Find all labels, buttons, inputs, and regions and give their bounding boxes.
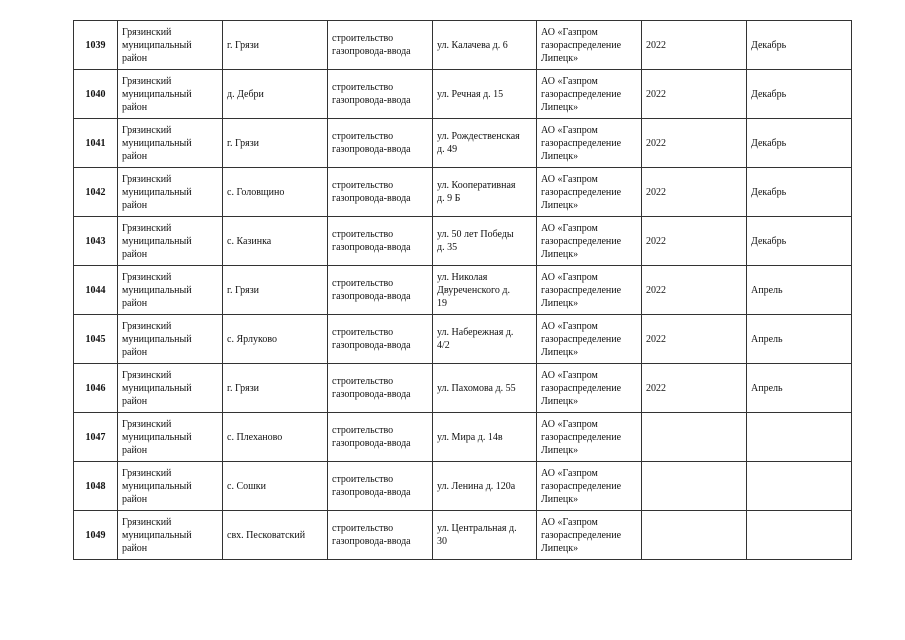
address-cell-text: ул. Мира д. 14в bbox=[437, 431, 503, 443]
locality-cell bbox=[223, 413, 328, 462]
year-cell bbox=[642, 462, 747, 511]
table-row bbox=[74, 217, 852, 266]
organization-cell bbox=[537, 462, 642, 511]
table-row bbox=[74, 168, 852, 217]
district-cell bbox=[118, 413, 223, 462]
work-type-cell-text: строительство газопровода-ввода bbox=[332, 425, 411, 449]
month-cell-text: Декабрь bbox=[751, 137, 787, 149]
year-cell bbox=[642, 315, 747, 364]
locality-cell bbox=[223, 266, 328, 315]
month-cell-text: Декабрь bbox=[751, 88, 787, 100]
district-cell-text: Грязинский муниципальный район bbox=[122, 320, 192, 358]
district-cell-text: Грязинский муниципальный район bbox=[122, 222, 192, 260]
district-cell-text: Грязинский муниципальный район bbox=[122, 369, 192, 407]
month-cell bbox=[747, 70, 852, 119]
district-cell-text: Грязинский муниципальный район bbox=[122, 173, 192, 211]
table-row bbox=[74, 266, 852, 315]
row-number bbox=[74, 364, 118, 413]
work-type-cell bbox=[328, 413, 433, 462]
organization-cell bbox=[537, 315, 642, 364]
locality-cell-text: свх. Песковатский bbox=[227, 529, 306, 541]
district-cell-text: Грязинский муниципальный район bbox=[122, 467, 192, 505]
table-row bbox=[74, 119, 852, 168]
address-cell-text: ул. Рождественская д. 49 bbox=[437, 131, 520, 155]
month-cell bbox=[747, 511, 852, 560]
row-number bbox=[74, 266, 118, 315]
organization-cell-text: АО «Газпром газораспределение Липецк» bbox=[541, 222, 622, 260]
locality-cell-text: г. Грязи bbox=[227, 137, 260, 149]
locality-cell bbox=[223, 364, 328, 413]
table-row bbox=[74, 413, 852, 462]
month-cell bbox=[747, 21, 852, 70]
organization-cell bbox=[537, 168, 642, 217]
locality-cell-text: с. Сошки bbox=[227, 480, 267, 492]
work-type-cell bbox=[328, 511, 433, 560]
month-cell bbox=[747, 364, 852, 413]
address-cell bbox=[433, 21, 537, 70]
work-type-cell-text: строительство газопровода-ввода bbox=[332, 131, 411, 155]
locality-cell bbox=[223, 119, 328, 168]
row-number-text: 1045 bbox=[85, 333, 106, 345]
row-number-text: 1049 bbox=[85, 529, 106, 541]
work-type-cell-text: строительство газопровода-ввода bbox=[332, 376, 411, 400]
month-cell-text: Апрель bbox=[751, 284, 783, 296]
organization-cell bbox=[537, 266, 642, 315]
year-cell bbox=[642, 119, 747, 168]
month-cell bbox=[747, 119, 852, 168]
year-cell-text: 2022 bbox=[646, 284, 666, 296]
row-number bbox=[74, 511, 118, 560]
district-cell-text: Грязинский муниципальный район bbox=[122, 124, 192, 162]
work-type-cell-text: строительство газопровода-ввода bbox=[332, 82, 411, 106]
gasification-table bbox=[73, 20, 852, 560]
month-cell bbox=[747, 462, 852, 511]
year-cell bbox=[642, 21, 747, 70]
address-cell bbox=[433, 70, 537, 119]
locality-cell bbox=[223, 315, 328, 364]
work-type-cell bbox=[328, 21, 433, 70]
work-type-cell bbox=[328, 364, 433, 413]
table-row bbox=[74, 70, 852, 119]
work-type-cell bbox=[328, 70, 433, 119]
locality-cell-text: с. Казинка bbox=[227, 235, 272, 247]
locality-cell-text: с. Ярлуково bbox=[227, 333, 277, 345]
month-cell-text: Декабрь bbox=[751, 235, 787, 247]
district-cell bbox=[118, 511, 223, 560]
address-cell bbox=[433, 266, 537, 315]
row-number-text: 1043 bbox=[85, 235, 106, 247]
organization-cell-text: АО «Газпром газораспределение Липецк» bbox=[541, 124, 622, 162]
organization-cell bbox=[537, 119, 642, 168]
work-type-cell-text: строительство газопровода-ввода bbox=[332, 327, 411, 351]
table-body bbox=[74, 21, 852, 560]
work-type-cell bbox=[328, 315, 433, 364]
table-row bbox=[74, 462, 852, 511]
address-cell-text: ул. Речная д. 15 bbox=[437, 88, 504, 100]
district-cell-text: Грязинский муниципальный район bbox=[122, 26, 192, 64]
table-row bbox=[74, 21, 852, 70]
row-number bbox=[74, 168, 118, 217]
district-cell bbox=[118, 168, 223, 217]
year-cell bbox=[642, 364, 747, 413]
address-cell-text: ул. Ленина д. 120а bbox=[437, 480, 516, 492]
year-cell-text: 2022 bbox=[646, 333, 666, 345]
work-type-cell-text: строительство газопровода-ввода bbox=[332, 523, 411, 547]
district-cell bbox=[118, 21, 223, 70]
year-cell bbox=[642, 511, 747, 560]
month-cell bbox=[747, 413, 852, 462]
address-cell-text: ул. Центральная д. 30 bbox=[437, 523, 517, 547]
locality-cell bbox=[223, 70, 328, 119]
work-type-cell-text: строительство газопровода-ввода bbox=[332, 474, 411, 498]
locality-cell bbox=[223, 217, 328, 266]
month-cell-text: Апрель bbox=[751, 382, 783, 394]
year-cell bbox=[642, 266, 747, 315]
month-cell bbox=[747, 168, 852, 217]
work-type-cell bbox=[328, 168, 433, 217]
row-number-text: 1047 bbox=[85, 431, 106, 443]
organization-cell bbox=[537, 21, 642, 70]
year-cell-text: 2022 bbox=[646, 382, 666, 394]
month-cell-text: Декабрь bbox=[751, 186, 787, 198]
table-row bbox=[74, 315, 852, 364]
locality-cell-text: с. Головщино bbox=[227, 186, 285, 198]
organization-cell-text: АО «Газпром газораспределение Липецк» bbox=[541, 467, 622, 505]
organization-cell bbox=[537, 70, 642, 119]
district-cell bbox=[118, 364, 223, 413]
year-cell-text: 2022 bbox=[646, 137, 666, 149]
district-cell-text: Грязинский муниципальный район bbox=[122, 418, 192, 456]
locality-cell bbox=[223, 168, 328, 217]
row-number-text: 1042 bbox=[85, 186, 106, 198]
row-number bbox=[74, 21, 118, 70]
organization-cell-text: АО «Газпром газораспределение Липецк» bbox=[541, 26, 622, 64]
work-type-cell bbox=[328, 217, 433, 266]
row-number bbox=[74, 413, 118, 462]
district-cell-text: Грязинский муниципальный район bbox=[122, 75, 192, 113]
address-cell bbox=[433, 315, 537, 364]
row-number-text: 1039 bbox=[85, 39, 106, 51]
month-cell bbox=[747, 266, 852, 315]
district-cell bbox=[118, 119, 223, 168]
row-number bbox=[74, 70, 118, 119]
month-cell-text: Апрель bbox=[751, 333, 783, 345]
row-number bbox=[74, 119, 118, 168]
year-cell-text: 2022 bbox=[646, 235, 666, 247]
locality-cell bbox=[223, 462, 328, 511]
row-number-text: 1046 bbox=[85, 382, 106, 394]
row-number-text: 1048 bbox=[85, 480, 106, 492]
work-type-cell-text: строительство газопровода-ввода bbox=[332, 180, 411, 204]
year-cell bbox=[642, 413, 747, 462]
organization-cell bbox=[537, 413, 642, 462]
district-cell bbox=[118, 70, 223, 119]
address-cell-text: ул. Пахомова д. 55 bbox=[437, 382, 516, 394]
district-cell bbox=[118, 217, 223, 266]
organization-cell-text: АО «Газпром газораспределение Липецк» bbox=[541, 418, 622, 456]
locality-cell-text: г. Грязи bbox=[227, 284, 260, 296]
work-type-cell bbox=[328, 266, 433, 315]
address-cell-text: ул. Набережная д. 4/2 bbox=[437, 327, 514, 351]
table-row bbox=[74, 364, 852, 413]
address-cell bbox=[433, 511, 537, 560]
row-number-text: 1041 bbox=[85, 137, 106, 149]
organization-cell bbox=[537, 364, 642, 413]
organization-cell-text: АО «Газпром газораспределение Липецк» bbox=[541, 75, 622, 113]
locality-cell-text: с. Плеханово bbox=[227, 431, 283, 443]
address-cell bbox=[433, 119, 537, 168]
district-cell bbox=[118, 315, 223, 364]
row-number bbox=[74, 315, 118, 364]
address-cell-text: ул. 50 лет Победы д. 35 bbox=[437, 229, 514, 253]
month-cell bbox=[747, 217, 852, 266]
row-number bbox=[74, 462, 118, 511]
work-type-cell-text: строительство газопровода-ввода bbox=[332, 229, 411, 253]
district-cell-text: Грязинский муниципальный район bbox=[122, 271, 192, 309]
organization-cell bbox=[537, 511, 642, 560]
row-number bbox=[74, 217, 118, 266]
work-type-cell-text: строительство газопровода-ввода bbox=[332, 33, 411, 57]
work-type-cell-text: строительство газопровода-ввода bbox=[332, 278, 411, 302]
locality-cell-text: д. Дебри bbox=[227, 88, 264, 100]
year-cell-text: 2022 bbox=[646, 39, 666, 51]
locality-cell-text: г. Грязи bbox=[227, 382, 260, 394]
year-cell-text: 2022 bbox=[646, 88, 666, 100]
organization-cell-text: АО «Газпром газораспределение Липецк» bbox=[541, 320, 622, 358]
address-cell-text: ул. Николая Двуреченского д. 19 bbox=[437, 271, 510, 309]
address-cell bbox=[433, 168, 537, 217]
address-cell-text: ул. Калачева д. 6 bbox=[437, 39, 508, 51]
address-cell bbox=[433, 217, 537, 266]
address-cell bbox=[433, 364, 537, 413]
work-type-cell bbox=[328, 462, 433, 511]
organization-cell-text: АО «Газпром газораспределение Липецк» bbox=[541, 271, 622, 309]
organization-cell-text: АО «Газпром газораспределение Липецк» bbox=[541, 173, 622, 211]
organization-cell-text: АО «Газпром газораспределение Липецк» bbox=[541, 369, 622, 407]
row-number-text: 1040 bbox=[85, 88, 106, 100]
address-cell-text: ул. Кооперативная д. 9 Б bbox=[437, 180, 516, 204]
district-cell bbox=[118, 462, 223, 511]
organization-cell bbox=[537, 217, 642, 266]
address-cell bbox=[433, 462, 537, 511]
organization-cell-text: АО «Газпром газораспределение Липецк» bbox=[541, 516, 622, 554]
row-number-text: 1044 bbox=[85, 284, 106, 296]
year-cell bbox=[642, 168, 747, 217]
year-cell-text: 2022 bbox=[646, 186, 666, 198]
month-cell bbox=[747, 315, 852, 364]
address-cell bbox=[433, 413, 537, 462]
year-cell bbox=[642, 70, 747, 119]
year-cell bbox=[642, 217, 747, 266]
locality-cell bbox=[223, 21, 328, 70]
work-type-cell bbox=[328, 119, 433, 168]
locality-cell-text: г. Грязи bbox=[227, 39, 260, 51]
month-cell-text: Декабрь bbox=[751, 39, 787, 51]
locality-cell bbox=[223, 511, 328, 560]
district-cell bbox=[118, 266, 223, 315]
table-row bbox=[74, 511, 852, 560]
district-cell-text: Грязинский муниципальный район bbox=[122, 516, 192, 554]
